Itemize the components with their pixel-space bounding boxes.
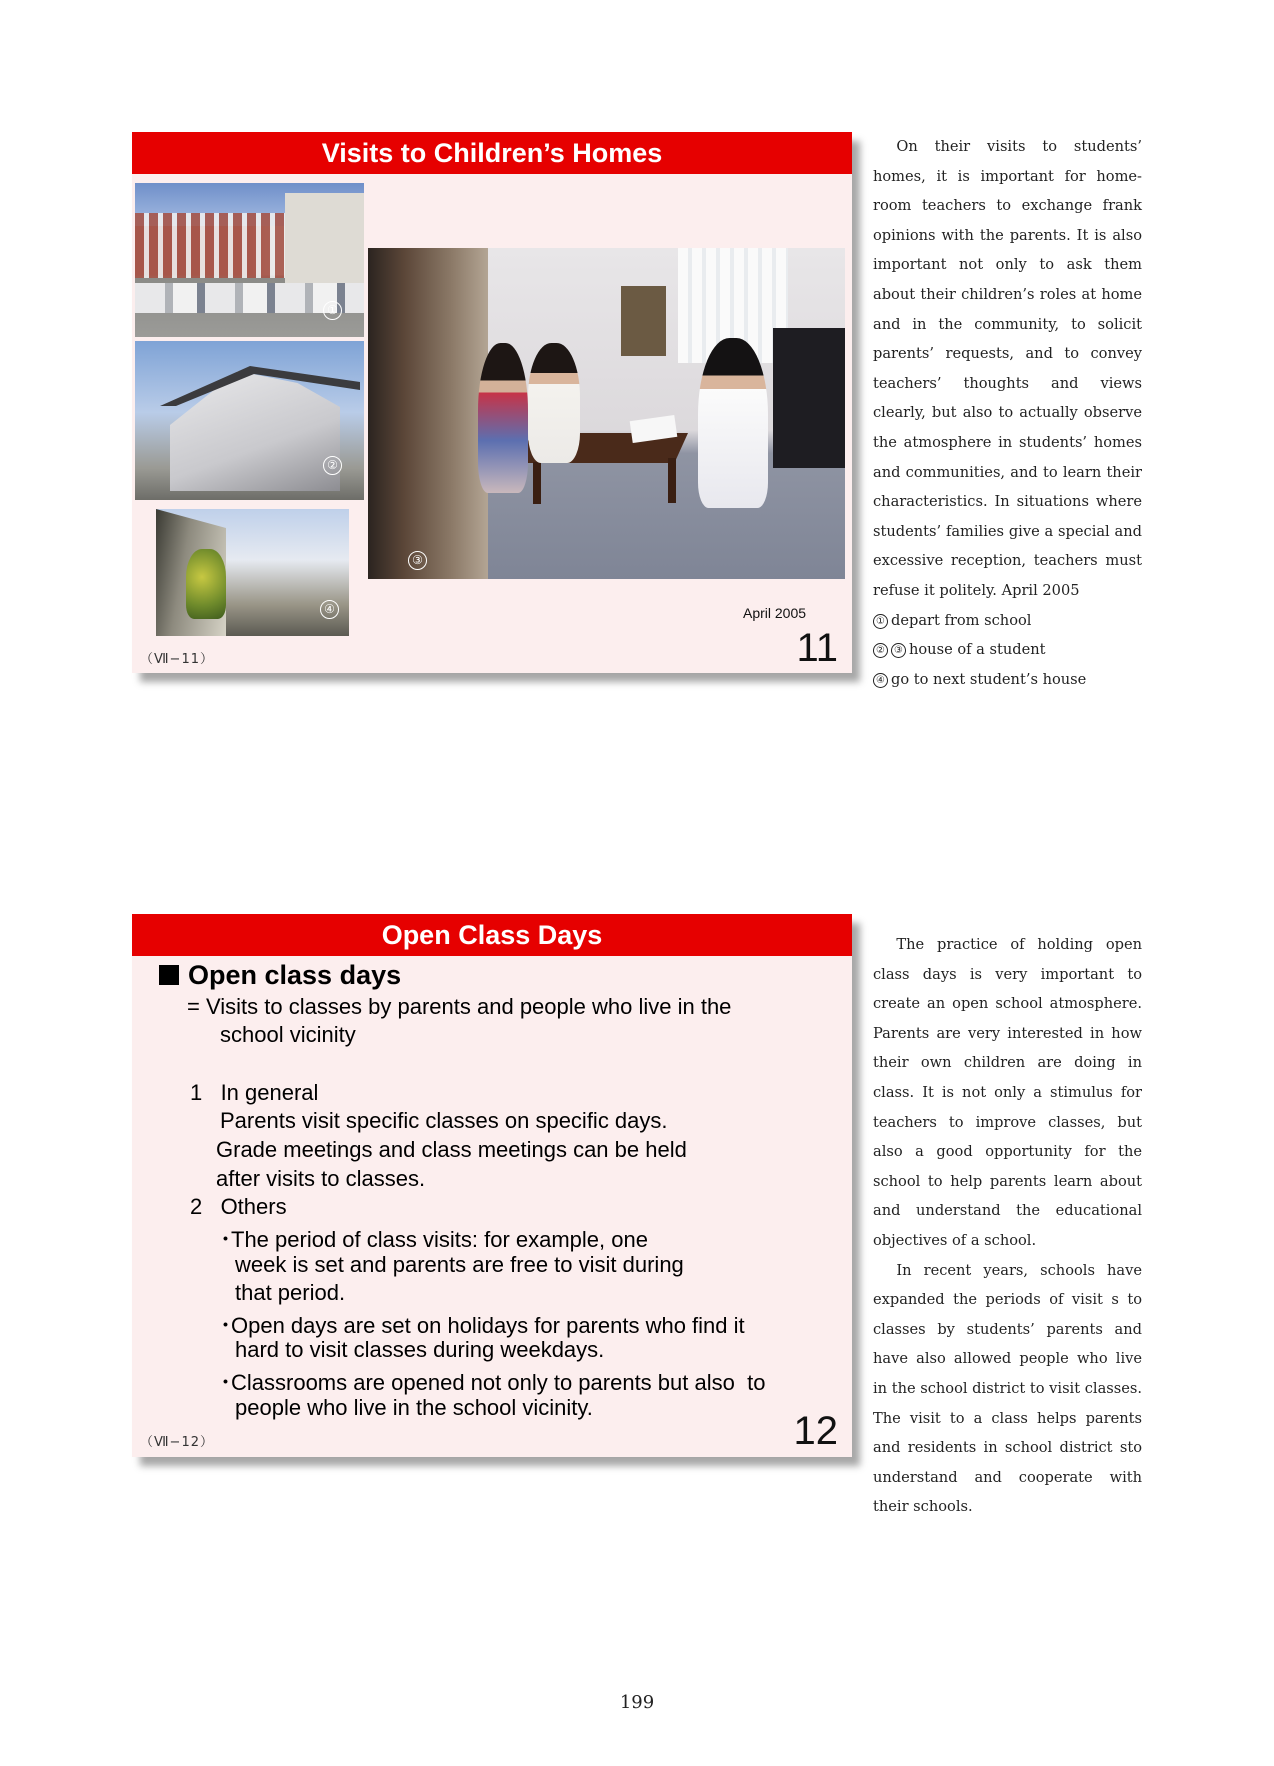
slide-heading: Open class days bbox=[159, 960, 401, 991]
slide-line: Parents visit specific classes on specific days. bbox=[220, 1108, 668, 1133]
side-text-home-visits bbox=[873, 132, 1142, 694]
legend-item: ② ③ house of a student bbox=[873, 635, 1142, 665]
slide-line: hard to visit classes during weekdays. bbox=[235, 1337, 605, 1362]
slide-line: ･The period of class visits: for example, one bbox=[220, 1227, 648, 1252]
slide-line: after visits to classes. bbox=[216, 1166, 426, 1191]
photo-student-house bbox=[135, 341, 364, 500]
slide-line: Grade meetings and class meetings can be held bbox=[216, 1137, 687, 1162]
slide-line: ･Open days are set on holidays for parents who find it bbox=[220, 1313, 745, 1338]
side-paragraph: In recent years, schools have expanded the periods of visit s to classes by students’ parents and have also allowed people who live in the school district to visit classes. The visit to a class helps parents and residents in school district sto understand and cooperate with their schools. bbox=[873, 1261, 1143, 1516]
slide-line: 2 Others bbox=[190, 1194, 287, 1219]
slide-line: school vicinity bbox=[220, 1022, 356, 1047]
legend-item: ④ go to next student’s house bbox=[873, 665, 1142, 695]
slide-number: 12 bbox=[793, 1409, 838, 1453]
photo-marker: ③ bbox=[408, 551, 427, 570]
photo-marker: ① bbox=[323, 301, 342, 320]
slide-title: Open Class Days bbox=[132, 914, 852, 956]
slide-code: （Ⅶ−12） bbox=[140, 1435, 214, 1450]
photo-marker: ④ bbox=[320, 600, 339, 619]
page-number: 199 bbox=[619, 1692, 655, 1713]
slide-line: that period. bbox=[235, 1280, 346, 1305]
slide-line: ･Classrooms are opened not only to parents but also to bbox=[220, 1370, 766, 1395]
slide-date: April 2005 bbox=[743, 605, 807, 621]
side-paragraph: The practice of holding open class days is very important to create an open school atmosphere. Parents are very interested in how their own children are doing in class. It is not only a stimulus for teachers to improve classes, but also a good opportunity for the school to help parents learn about and understand the educational objectives of a school. bbox=[873, 936, 1142, 1249]
side-text-open-class-days bbox=[873, 930, 1142, 1522]
photo-legend bbox=[873, 606, 1142, 695]
legend-item: ① depart from school bbox=[873, 606, 1142, 636]
slide-line: = Visits to classes by parents and people who live in the bbox=[187, 994, 732, 1019]
slide-line: 1 In general bbox=[190, 1080, 319, 1105]
slide-code: （Ⅶ−11） bbox=[140, 652, 214, 667]
slide-open-class-days bbox=[132, 914, 852, 1457]
photo-marker: ② bbox=[323, 456, 342, 475]
slide-line: week is set and parents are free to visit during bbox=[235, 1252, 684, 1277]
photo-school-parking-lot bbox=[135, 183, 364, 337]
photo-street-to-next-house bbox=[156, 509, 349, 636]
slide-visits-to-homes bbox=[132, 132, 852, 673]
slide-line: people who live in the school vicinity. bbox=[235, 1395, 593, 1420]
side-paragraph: On their visits to students’ homes, it is important for home-room teachers to exchange frank opinions with the parents. It is also important not only to ask them about their children’s roles at home and in the community, to solicit parents’ requests, and to convey teachers’ thoughts and views clearly, but also to actually observe the atmosphere in students’ homes and communities, and to learn their characteristics. In situations where students’ families give a special and excessive reception, teachers must refuse it politely. April 2005 bbox=[873, 138, 1142, 599]
slide-number: 11 bbox=[796, 626, 838, 670]
photo-home-visit-interior bbox=[368, 248, 845, 579]
slide-title: Visits to Children’s Homes bbox=[132, 132, 852, 174]
